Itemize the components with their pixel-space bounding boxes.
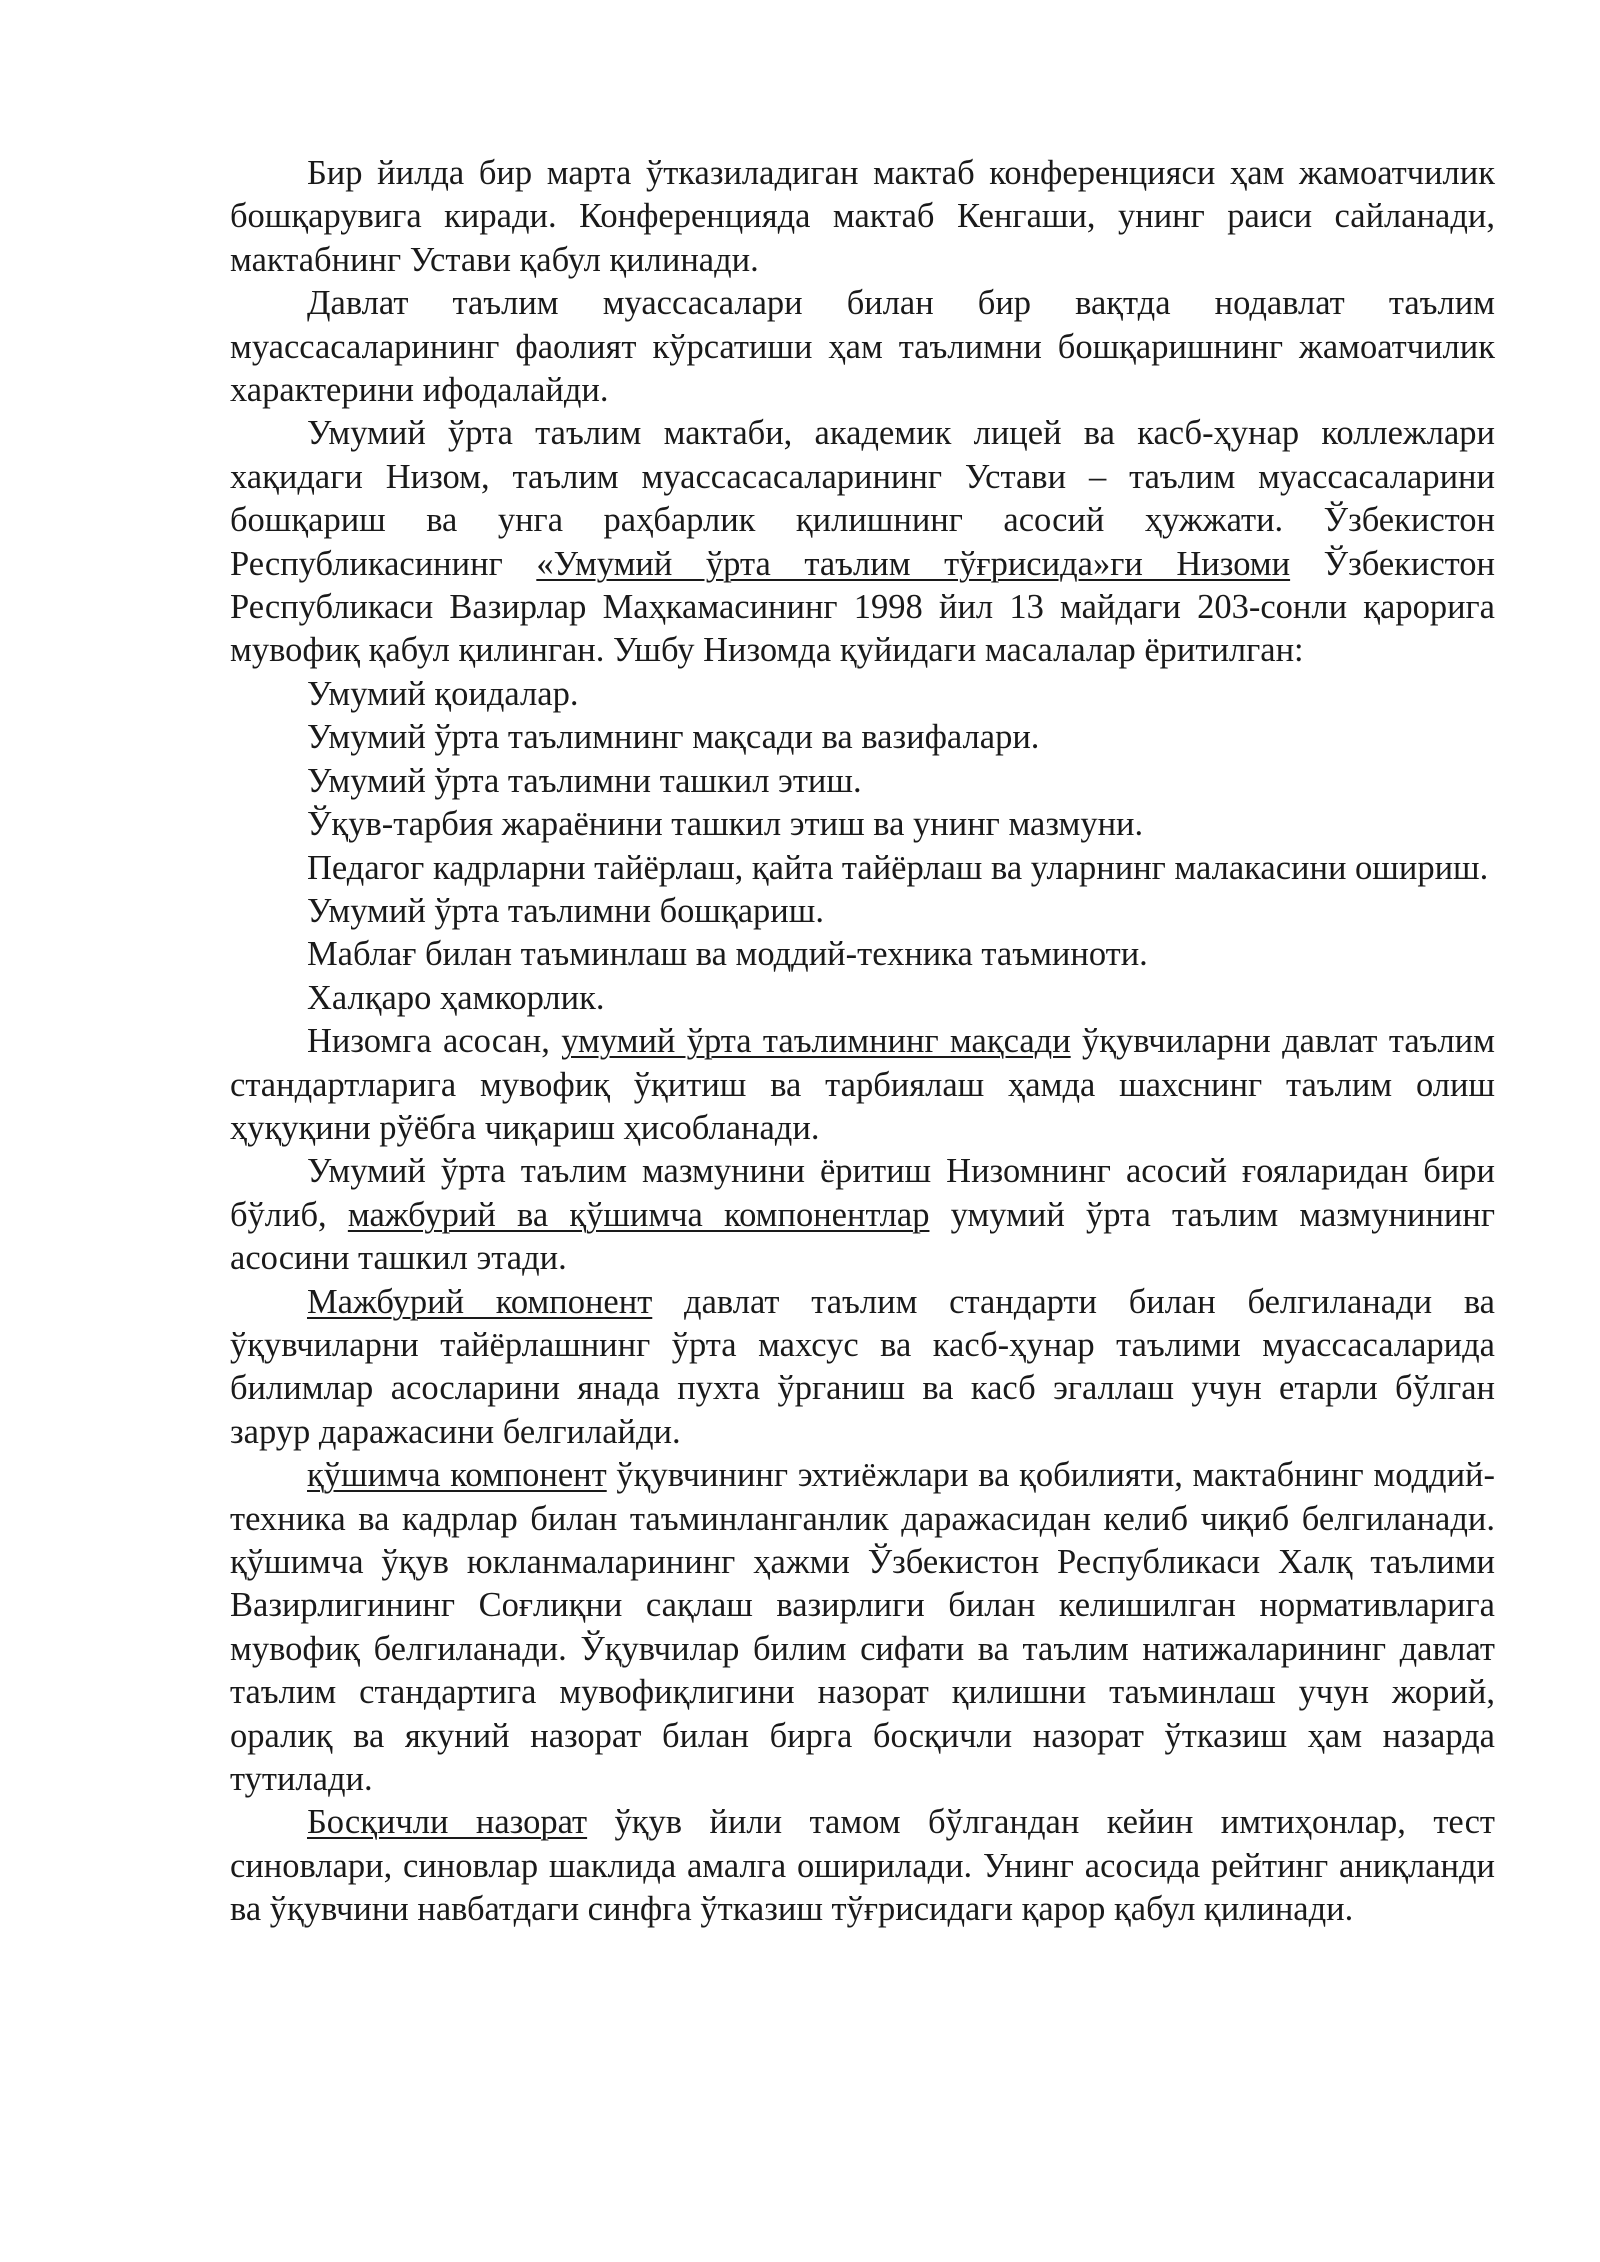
text-run: Халқаро ҳамкорлик. [307,978,605,1017]
text-run: Умумий ўрта таълимни бошқариш. [307,891,824,930]
list-item-general-rules [230,673,1495,716]
paragraph-additional-component [230,1454,1495,1801]
paragraph-goal [230,1020,1495,1150]
underlined-term: Босқичли назорат [307,1803,588,1842]
text-run: Бир йилда бир марта ўтказиладиган мактаб конференцияси ҳам жамоатчилик бошқарувига киради. Конференцияда мактаб Кенгаши, унинг раиси сайланади, мактабнинг Устави қабул қилинади. [230,154,1495,279]
text-run: Ўзбекистон Республикаси Вазирлар Маҳкамасининг 1998 йил 13 майдаги 203-сонли қарорига мувофиқ қабул қилинган. Ушбу Низомда қуйидаги масалалар ёритилган: [230,544,1496,670]
underlined-term: Мажбурий компонент [307,1282,653,1321]
text-run: Умумий қоидалар. [307,674,579,713]
text-run: ўқувчиларни давлат таълим стандартларига мувофиқ ўқитиш ва тарбиялаш ҳамда шахснинг таълим олиш ҳуқуқини рўёбга чиқариш ҳисобланади. [230,1022,1495,1147]
text-run: Умумий ўрта таълим мактаби, академик лицей ва касб-ҳунар коллежлари хақидаги Низом, таълим муассасасаларининг Устави – таълим муассасаларини бошқариш ва унга раҳбарлик қилишнинг асосий ҳужжати. Ўзбекистон Республикасининг [230,414,1495,583]
text-run: Давлат таълим муассасалари билан бир вақтда нодавлат таълим муассасаларининг фаолият кўрсатиши ҳам таълимни бошқаришнинг жамоатчилик характерини ифодалайди. [230,284,1495,410]
paragraph-statute [230,412,1495,672]
paragraph-staged-control [230,1801,1495,1931]
paragraph-nongovernmental [230,282,1495,412]
text-run: Умумий ўрта таълимни ташкил этиш. [307,761,862,800]
text-run: Маблағ билан таъминлаш ва моддий-техника таъминоти. [307,935,1148,974]
paragraph-mandatory-component [230,1281,1495,1455]
text-run: умумий ўрта таълим мазмунининг асосини ташкил этади. [230,1195,1495,1278]
paragraph-content [230,1150,1495,1280]
underlined-term: «Умумий ўрта таълим тўғрисида»ги Низоми [536,544,1291,583]
list-item-goals [230,716,1495,759]
text-run: давлат таълим стандарти билан белгиланади ва ўқувчиларни тайёрлашнинг ўрта махсус ва касб-ҳунар таълими муассасаларида билимлар асосларини янада пухта ўрганиш ва касб эгаллаш учун етарли бўлган зарур даражасини белгилайди. [230,1282,1495,1451]
list-item-organization [230,760,1495,803]
underlined-term: мажбурий ва қўшимча компонентлар [347,1195,930,1234]
list-item-international [230,977,1495,1020]
underlined-term: умумий ўрта таълимнинг мақсади [561,1022,1071,1061]
list-item-management [230,890,1495,933]
text-run: ўқувчининг эхтиёжлари ва қобилияти, мактабнинг моддий-техника ва кадрлар билан таъминланганлик даражасидан келиб чиқиб белгиланади. қўшимча ўқув юкланмаларининг ҳажми Ўзбекистон Республикаси Халқ таълими Вазирлигининг Соғлиқни сақлаш вазирлиги билан келишилган нормативларига мувофиқ белгиланади. Ўқувчилар билим сифати ва таълим натижаларининг давлат таълим стандартига мувофиқлигини назорат қилишни таъминлаш учун жорий, оралиқ ва якуний назорат билан бирга босқичли назорат ўтказиш ҳам назарда тутилади. [230,1456,1495,1799]
text-run: Низомга асосан, [307,1022,562,1061]
list-item-educational-process [230,803,1495,846]
text-run: Умумий ўрта таълимнинг мақсади ва вазифалари. [307,718,1040,757]
paragraph-conference [230,152,1495,282]
text-run: ўқув йили тамом бўлгандан кейин имтиҳонлар, тест синовлари, синовлар шаклида амалга оширилади. Унинг асосида рейтинг аниқланди ва ўқувчини навбатдаги синфга ўтказиш тўғрисидаги қарор қабул қилинади. [230,1803,1495,1929]
text-run: Ўқув-тарбия жараёнини ташкил этиш ва унинг мазмуни. [307,805,1144,844]
document-page [230,152,1495,1932]
underlined-term: қўшимча компонент [307,1456,607,1495]
list-item-funding [230,933,1495,976]
text-run: Умумий ўрта таълим мазмунини ёритиш Низомнинг асосий ғояларидан бири бўлиб, [230,1152,1495,1234]
text-run: Педагог кадрларни тайёрлаш, қайта тайёрлаш ва уларнинг малакасини ошириш. [307,848,1489,887]
list-item-teacher-training [230,847,1495,890]
